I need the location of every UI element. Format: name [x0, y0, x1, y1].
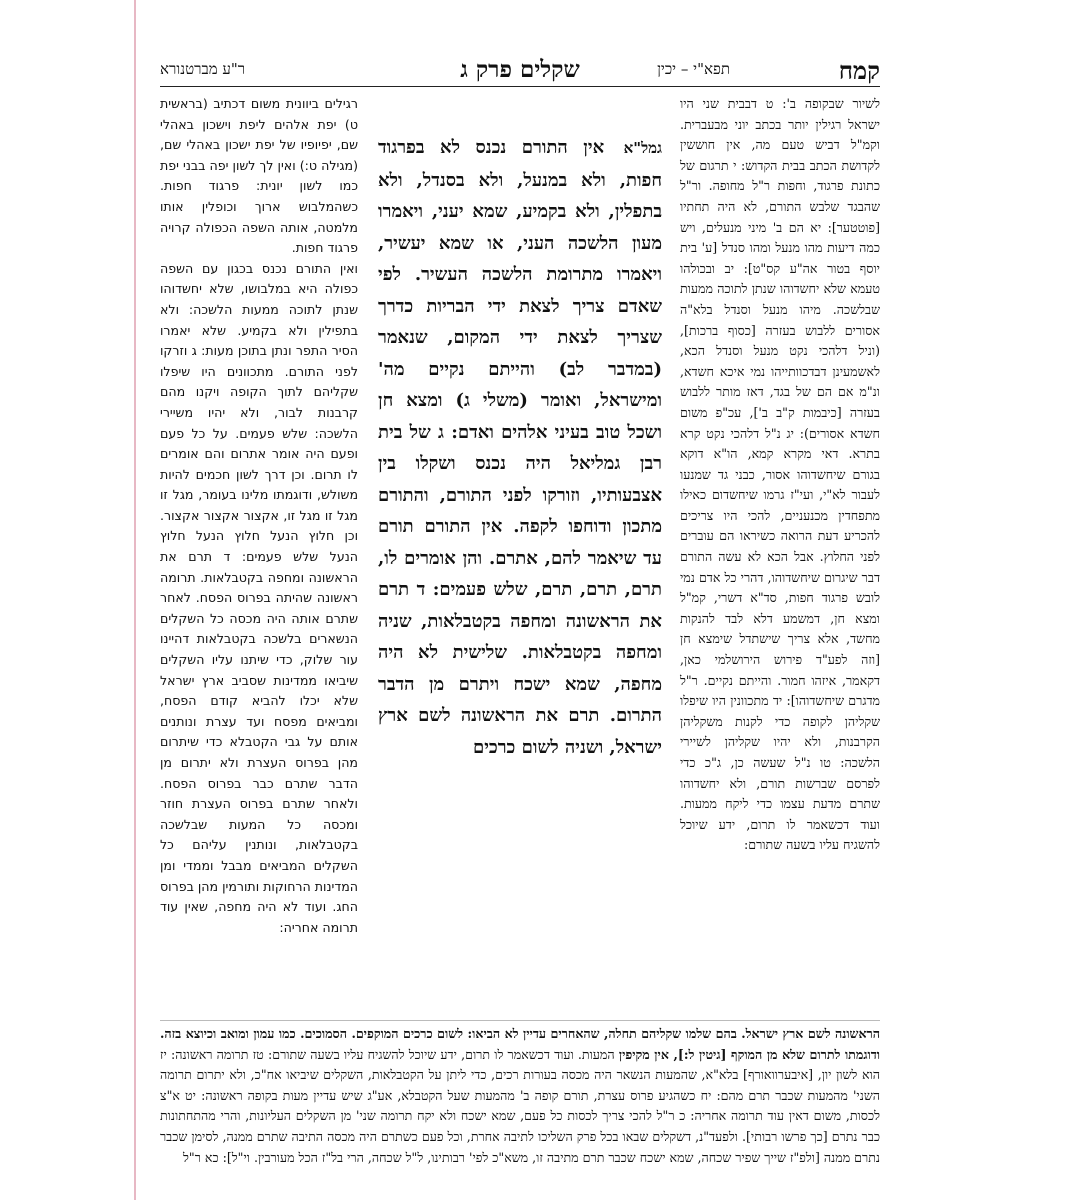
- commentary-bartenura-label: ר"ע מברטנורא: [160, 60, 246, 78]
- page-edge-line: [134, 0, 136, 1200]
- document-page: [160, 48, 880, 1165]
- mishnah-text: [378, 132, 662, 763]
- commentary-tiferet-label: תפא"י – יכין: [657, 60, 730, 78]
- tiferet-yisrael-column: לשיור שבקופה ב': ט דבבית שני היו ישראל רגילין יותר בכתב יוני מבעברית. וקמ"ל דביש טעם מה, אין חוששין לקדושת הכתב בבית הקדוש: י תרגום של כתונת פרגוד, וחפות ר"ל מחופה. ור"ל שהבגד שלבש התורם, לא היה תחתיו [פוטטער]: יא הם ב' מיני מנעלים, ויש כמה דיעות מהו מנעל ומהו סנדל [ע' בית יוסף בטור אה"ע קס"ט]: יב ובכולהו טעמא שלא יחשדוהו שנתן לתוכה ממעות שבלשכה. מיהו מנעל וסנדל בלא"ה אסורים ללבוש בעזרה [כסוף ברכות], (וניל דלהכי נקט מנעל וסנדל הכא, לאשמעינן דבדכוותייהו נמי איכא חשדא, ונ"מ אם הם של בגד, דאז מותר ללבוש בעזרה [כיבמות ק"ב ב'], עכ"פ משום חשדא אסורים): יג נ"ל דלהכי נקט קרא בתרא. דאי מקרא קמא, הו"א דוקא בגורם שיחשדוהו אסור, כבני גד שמנעו לעבור לא"י, ועי"ז גרמו שיחשדום כאילו מתפחדין מכנעניים, להכי היו צריכים להכריע דעת הרואה כשיראו הם עוברים לפני החלוץ. אבל הכא לא עשה התורם דבר שיגרום שיחשדוהו, דהרי כל אדם נמי לובש פרגוד חפות, סד"א דשרי, קמ"ל ומצא חן, דמשמע דלא לבד להנקות מחשד, אלא צריך שישתדל שימצא חן [וזה לפע"ד פירוש הירושלמי כאן, דקאמר, איזהו חמור. והייתם נקיים. ר"ל מדגרם שיחשדוהו]: יד מתכוונין היו שיפלו שקליהן לקופה כדי לקנות משקליהן הקרבנות, ולא יהיו שקליהן לשיירי הלשכה: טו נ"ל שעשה כן, ג"כ כדי לפרסם שברשות תורם, ולא יחשדוהו שתרם מדעת עצמו כדי ליקח ממעות. ועוד דכשאמר לו תרום, ידע שיוכל להשגיח עליו בשעה שתורם:: [680, 96, 880, 853]
- page-title: שקלים פרק ג: [460, 56, 580, 83]
- tiferet-bottom-notes: תרם מהם: יח כשהגיע פרוס עצרת, תורם קופה ב' מהמעות שעל הקטבלא, אע"ג שיש עדיין מעות בקופה ראשונה: יט א"צ לכסות, משום דאין עוד תרומה אחריה: כ ר"ל להכי צריך לכסות כל פעם, שמא ישכח ולא יקח תרומה שני' מן השקלים העליונות, והרי מהתחתונות כבר נתרם [כך פרשו רבותי]. ולפעד"נ, דשקלים שבאו בכל פרק השליכו לתיבה אחרת, וכל פעם כשתרם היה מכסה התיבה שתרם ממנה, לסימן שכבר נתרם ממנה [ולפ"ז שייך שפיר שכחה, שמא ישכח שכבר תרם מתיבה זו, משא"כ לפי' רבותינו, ל"ל שכחה, הרי בל"ז הכל מעורבין. וי"ל]: כא ר"ל: [160, 1087, 880, 1165]
- page-number: קמח: [838, 56, 880, 85]
- bottom-rule: [160, 1020, 880, 1021]
- header-rule: [160, 86, 880, 87]
- mishnah-body: אין התורם נכנס לא בפרגוד חפות, ולא במנעל, ולא בסנדל, ולא בתפלין, ולא בקמיע, שמא יעני, ויאמרו מעון הלשכה העני, או שמא יעשיר, ויאמרו מתרומת הלשכה העשיר. לפי שאדם צריך לצאת ידי הבריות כדרך שצריך לצאת ידי המקום, שנאמר (במדבר לב) והייתם נקיים מה' ומישראל, ואומר (משלי ג) ומצא חן ושכל טוב בעיני אלהים ואדם: ג של בית רבן גמליאל היה נכנס ושקלו בין אצבעותיו, וזורקו לפני התורם, והתורם מתכון ודוחפו לקפה. אין התורם תורם עד שיאמר להם, אתרם. והן אומרים לו, תרם, תרם, תרם, שלש פעמים: ד תרם את הראשונה ומחפה בקטבלאות, שניה ומחפה בקטבלאות. שלישית לא היה מחפה, שמא ישכח ויתרם מן הדבר התרום. תרם את הראשונה לשם ארץ ישראל, ושניה לשום כרכים: [378, 137, 662, 758]
- page-header: [160, 56, 880, 84]
- bartenura-top-text: רגילים ביוונית משום דכתיב (בראשית ט) יפת אלהים ליפת וישכון באהלי שם, יפיופיו של יפת ישכון באהלי שם, (מגילה ט:) ואין לך לשון יפה בבני יפת כמו לשון יונית: פרגוד חפות. כשהמלבוש ארוך וכופלין אותו מלמטה, אותה השפה הכפולה קרויה פרגוד חפות.: [160, 96, 358, 256]
- mishnah-column: [378, 132, 662, 934]
- bartenura-column: [160, 94, 358, 935]
- bartenura-main-text: ואין התורם נכנס בכגון עם השפה כפולה היא במלבושו, שלא יחשדוהו שנתן לתוכה ממעות הלשכה: ולא בתפילין ולא בקמיע. שלא יאמרו הסיר התפר ונתן בתוכן מעות: ג וזרקו לפני התורם. מתכוונים היו שיפלו שקליהם לתוך הקופה ויקנו מהם קרבנות לבור, ולא יהיו משיירי הלשכה: שלש פעמים. על כל פעם ופעם היה אומר אתרום והם אומרים לו תרום. וכן דרך לשון חכמים להיות משולש, ודוגמתו מלינו בעומר, מגל זו מגל זו מגל זו, אקצור אקצור אקצור. וכן חלוץ הנעל חלוץ הנעל חלוץ הנעל שלש פעמים: ד תרם את הראשונה ומחפה בקטבלאות. תרומה ראשונה שהיתה בפרוס הפסח. לאחר שתרם אותה היה מכסה כל השקלים הנשארים בלשכה בקטבלאות דהיינו עור שלוק, כדי שיתנו עליו השקלים שיביאו ממדינות שסביב ארץ ישראל שלא יכלו להביא קודם הפסח, ומביאים מפסח ועד עצרת ונותנים אותם על גבי הקטבלא כדי שיתרום מהן בפרוס העצרת ולא יתרום מן הדבר שתרם כבר בפרוס הפסח. ולאחר שתרם בפרוס העצרת חוזר ומכסה כל המעות שבלשכה בקטבלאות, ונותנין עליהם כל השקלים המביאים מבבל וממדי ומן המדינות הרחוקות ותורמין מהן בפרוס החג. ועוד לא היה מחפה, שאין עוד תרומה אחריה:: [160, 260, 358, 935]
- bartenura-continuation: הראשונה לשם ארץ ישראל. בהם שלמו שקליהם תחלה, שהאחרים עדיין לא הביאו: לשום כרכים המוקפים. הסמוכים. כמו עמון ומואב וכיוצא בזה. ודוגמתו לתרום שלא מן המוקף [גיטין ל:], אין מקיפין: [160, 1026, 880, 1062]
- tiferet-continuation: המעות. ועוד דכשאמר לו תרום, ידע שיוכל להשגיח עליו בשעה שתורם: טז תרומה ראשונה: יז הוא לשון יון, [איבערוואורף] בלא"א, שהמעות הנשאר היה מכסה בעורות רכים, כדי ליתן על הקטבלאות, השקלים שיביאו אח"כ, ולא יתרום תרומה השני' מהמעות שכבר: [160, 1046, 880, 1103]
- tiferet-yisrael-bottom: [160, 1024, 880, 1168]
- mishnah-lead: גמל"א: [623, 139, 662, 157]
